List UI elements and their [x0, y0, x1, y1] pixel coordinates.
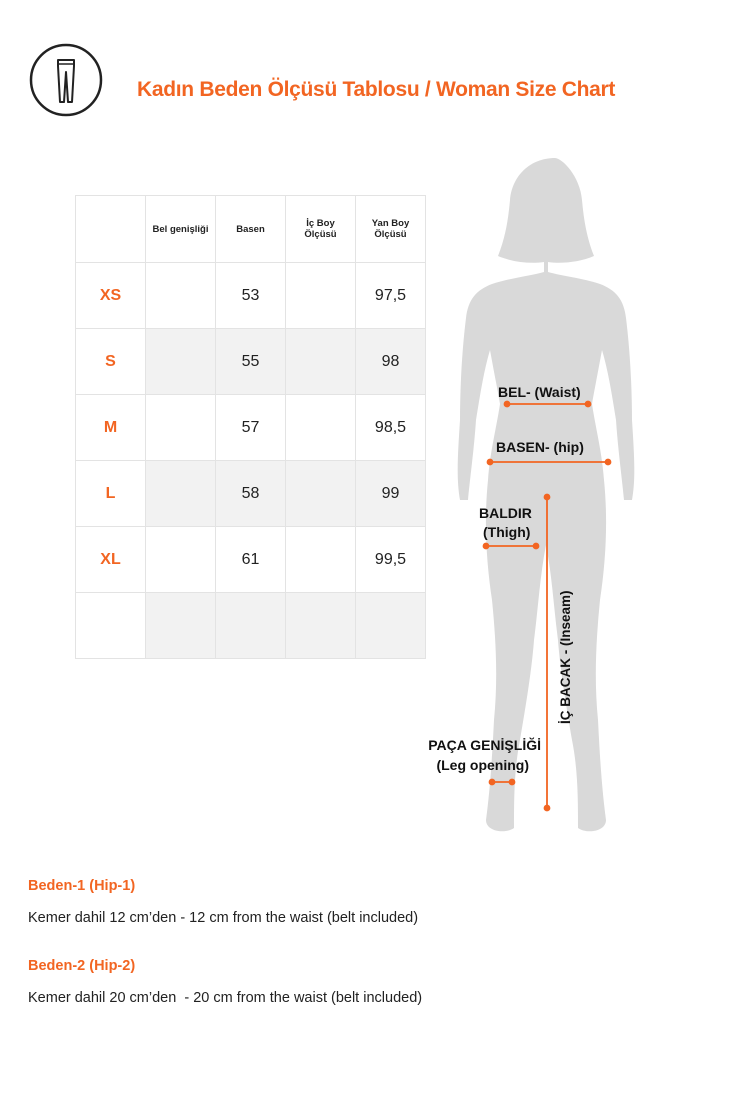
inseam-cell: [286, 527, 356, 593]
note-text: Kemer dahil 12 cm’den - 12 cm from the waist (belt included): [28, 910, 419, 926]
column-header: [146, 196, 216, 263]
side-cell: 98,5: [356, 395, 426, 461]
note-text: Kemer dahil 20 cm’den - 20 cm from the waist (belt included): [28, 990, 423, 1006]
side-cell: 97,5: [356, 263, 426, 329]
table-row: [76, 329, 426, 395]
header-line: İç Boy: [306, 218, 335, 229]
table-row: [76, 461, 426, 527]
hip-cell: 61: [216, 527, 286, 593]
side-cell: [356, 593, 426, 659]
column-header: [286, 196, 356, 263]
table-row: [76, 593, 426, 659]
hip-label: BASEN- (hip): [496, 439, 584, 455]
size-cell: XL: [76, 527, 146, 593]
body-measurement-diagram: [428, 150, 670, 850]
thigh-label: (Thigh): [483, 524, 531, 540]
column-header: [356, 196, 426, 263]
table-row: [76, 395, 426, 461]
leg-opening-label: (Leg opening): [436, 757, 529, 773]
table-row: [76, 527, 426, 593]
waist-label: BEL- (Waist): [498, 384, 581, 400]
inseam-cell: [286, 593, 356, 659]
size-cell: L: [76, 461, 146, 527]
waist-cell: [146, 329, 216, 395]
leg-opening-label: PAÇA GENİŞLİĞİ: [428, 737, 541, 753]
inseam-cell: [286, 395, 356, 461]
waist-cell: [146, 461, 216, 527]
waist-cell: [146, 263, 216, 329]
inseam-cell: [286, 461, 356, 527]
leggings-icon: [28, 42, 104, 118]
header-line: Yan Boy: [371, 218, 410, 229]
waist-cell: [146, 395, 216, 461]
size-cell: [76, 593, 146, 659]
hip-cell: 57: [216, 395, 286, 461]
column-header: [216, 196, 286, 263]
inseam-label: İÇ BACAK - (Inseam): [558, 590, 573, 724]
page-title: Kadın Beden Ölçüsü Tablosu / Woman Size Chart: [137, 78, 616, 101]
size-table: [75, 195, 426, 659]
header-line: Ölçüsü: [374, 229, 407, 240]
hip-cell: 55: [216, 329, 286, 395]
hip-cell: 58: [216, 461, 286, 527]
column-header: [76, 196, 146, 263]
header-line: Ölçüsü: [304, 229, 337, 240]
hip-cell: [216, 593, 286, 659]
header-line: Bel genişliği: [152, 223, 209, 235]
size-cell: M: [76, 395, 146, 461]
inseam-cell: [286, 329, 356, 395]
side-cell: 99: [356, 461, 426, 527]
note-heading: Beden-2 (Hip-2): [28, 958, 136, 974]
side-cell: 98: [356, 329, 426, 395]
note-heading: Beden-1 (Hip-1): [28, 878, 136, 894]
table-row: [76, 263, 426, 329]
thigh-label: BALDIR: [479, 505, 532, 521]
hip-cell: 53: [216, 263, 286, 329]
side-cell: 99,5: [356, 527, 426, 593]
waist-cell: [146, 527, 216, 593]
size-cell: S: [76, 329, 146, 395]
size-cell: XS: [76, 263, 146, 329]
inseam-cell: [286, 263, 356, 329]
header-line: Basen: [236, 223, 265, 235]
table-header-row: [76, 196, 426, 263]
waist-cell: [146, 593, 216, 659]
